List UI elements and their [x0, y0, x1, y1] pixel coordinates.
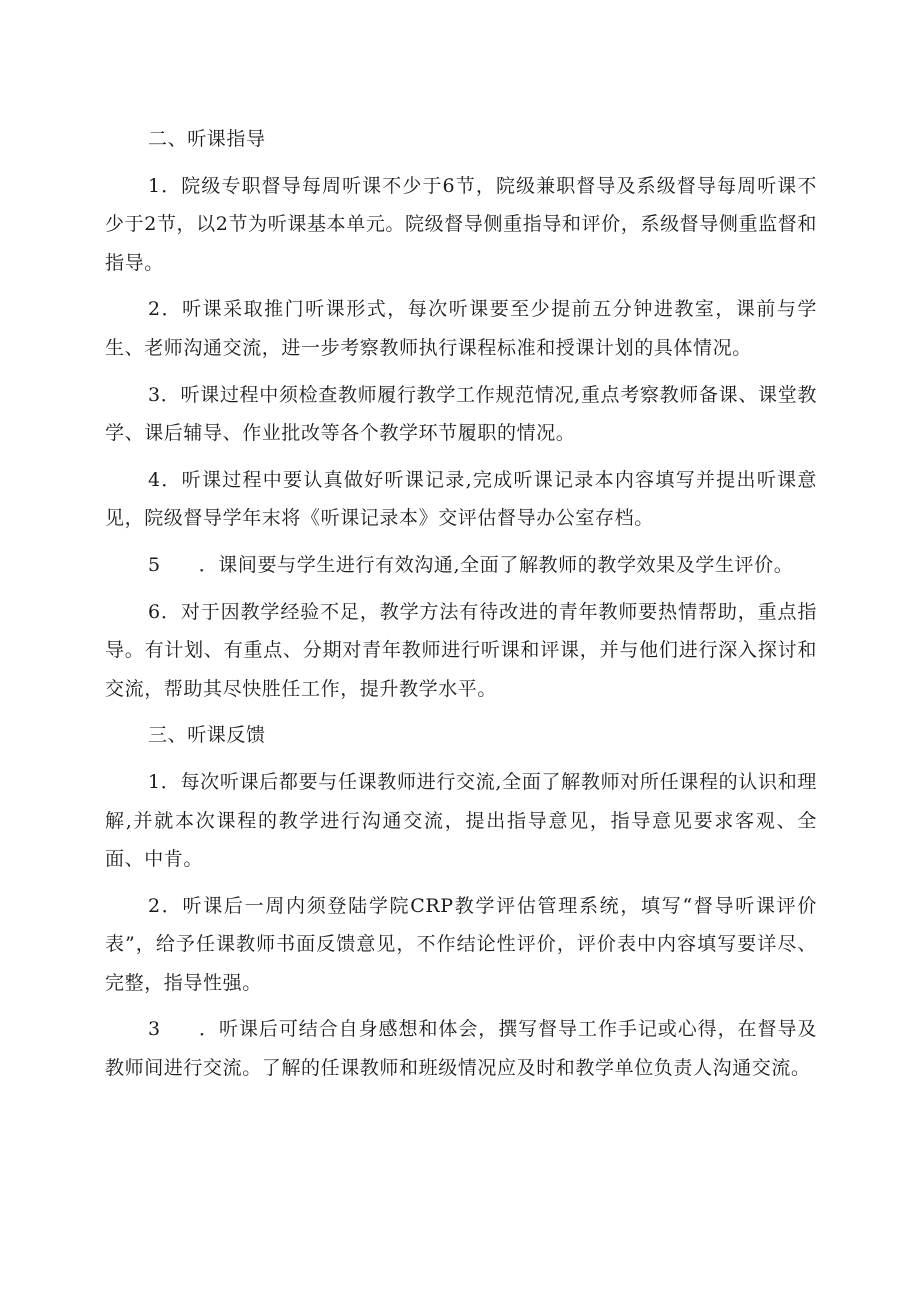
item-number: 3 — [148, 383, 161, 406]
item-text: ．听课后可结合自身感想和体会，撰写督导工作手记或心得，在督导及教师间进行交流。了解的任课教师和班级情况应及时和教学单位负责人沟通交流。 — [105, 1018, 817, 1080]
item-number: 2 — [148, 298, 161, 321]
item-text: ．听课后一周内须登陆学院CRP教学评估管理系统，填写“督导听课评价表”，给予任课教师书面反馈意见，不作结论性评价，评价表中内容填写要详尽、完整，指导性强。 — [105, 894, 817, 994]
guidance-item-1 — [105, 167, 817, 283]
item-text: ．听课采取推门听课形式，每次听课要至少提前五分钟进教室，课前与学生、老师沟通交流，进一步考察教师执行课程标准和授课计划的具体情况。 — [105, 298, 817, 359]
item-number: 6 — [148, 600, 161, 623]
item-number: 3 — [148, 1018, 161, 1041]
item-number: 1 — [148, 174, 161, 197]
guidance-item-5 — [105, 546, 817, 585]
section-heading-listening-guidance: 二、听课指导 — [148, 128, 266, 150]
item-number: 2 — [148, 894, 161, 917]
feedback-item-2 — [105, 887, 817, 1003]
guidance-item-2 — [105, 290, 817, 367]
item-number: 1 — [148, 770, 161, 793]
section-heading-listening-feedback: 三、听课反馈 — [148, 724, 266, 747]
item-text: ．院级专职督导每周听课不少于6节，院级兼职督导及系级督导每周听课不少于2节，以2节为听课基本单元。院级督导侧重指导和评价，系级督导侧重监督和指导。 — [105, 174, 817, 274]
item-text: ．每次听课后都要与任课教师进行交流,全面了解教师对所任课程的认识和理解,并就本次课程的教学进行沟通交流，提出指导意见，指导意见要求客观、全面、中肯。 — [105, 770, 817, 871]
document-body — [105, 120, 817, 1096]
item-text: ．听课过程中须检查教师履行教学工作规范情况,重点考察教师备课、课堂教学、课后辅导、作业批改等各个教学环节履职的情况。 — [105, 383, 817, 445]
guidance-item-4 — [105, 461, 817, 538]
item-text: ．对于因教学经验不足，教学方法有待改进的青年教师要热情帮助，重点指导。有计划、有重点、分期对青年教师进行听课和评课，并与他们进行深入探讨和交流，帮助其尽快胜任工作，提升教学水平。 — [105, 600, 817, 700]
item-number: 5 — [148, 553, 161, 576]
feedback-item-3 — [105, 1010, 817, 1087]
guidance-item-3 — [105, 376, 817, 453]
guidance-item-6 — [105, 593, 817, 709]
item-text: ．听课过程中要认真做好听课记录,完成听课记录本内容填写并提出听课意见，院级督导学年末将《听课记录本》交评估督导办公室存档。 — [105, 468, 817, 530]
item-number: 4 — [148, 468, 161, 491]
feedback-item-1 — [105, 763, 817, 879]
item-text: ．课间要与学生进行有效沟通,全面了解教师的教学效果及学生评价。 — [198, 553, 794, 576]
